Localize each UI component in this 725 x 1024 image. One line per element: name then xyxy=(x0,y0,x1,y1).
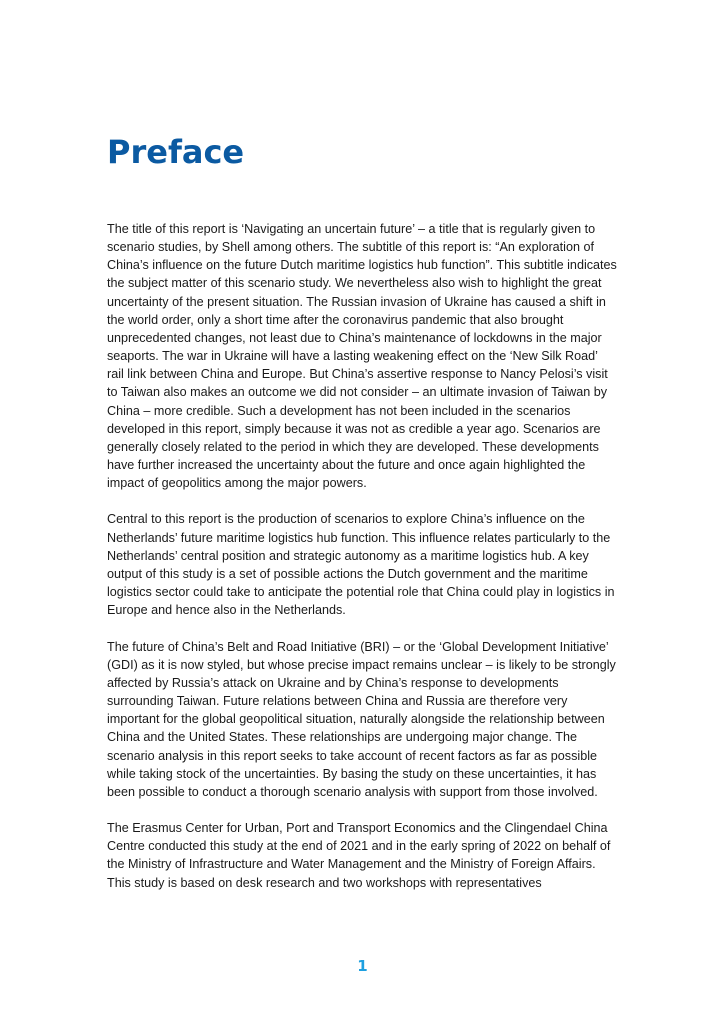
page-title: Preface xyxy=(107,133,245,171)
paragraph-2: Central to this report is the production of scenarios to explore China’s influence on the Netherlands’ future maritime logistics hub function. This influence relates particularly to the Netherlands’ central position and strategic autonomy as a maritime logistics hub. A key output of this study is a set of possible actions the Dutch government and the maritime logistics sector could take to anticipate the potential role that China could play in logistics in Europe and hence also in the Netherlands. xyxy=(107,512,615,618)
body-text xyxy=(107,220,617,892)
paragraph-3: The future of China’s Belt and Road Initiative (BRI) – or the ‘Global Development Initiative’ (GDI) as it is now styled, but whose precise impact remains unclear – is likely to be strongly affected by Russia’s attack on Ukraine and by China’s response to developments surrounding Taiwan. Future relations between China and Russia are therefore very important for the global geopolitical situation, naturally alongside the relationship between China and the United States. These relationships are undergoing major change. The scenario analysis in this report seeks to take account of recent factors as far as possible while taking stock of the uncertainties. By basing the study on these uncertainties, it has been possible to conduct a thorough scenario analysis with support from those involved. xyxy=(107,639,616,799)
paragraph-1: The title of this report is ‘Navigating an uncertain future’ – a title that is regularly given to scenario studies, by Shell among others. The subtitle of this report is: “An exploration of China’s influence on the future Dutch maritime logistics hub function”. This subtitle indicates the subject matter of this scenario study. We nevertheless also wish to highlight the great uncertainty of the present situation. The Russian invasion of Ukraine has caused a shift in the world order, only a short time after the coronavirus pandemic that also brought unprecedented changes, not least due to China’s maintenance of lockdowns in the major seaports. The war in Ukraine will have a lasting weakening effect on the ‘New Silk Road’ rail link between China and Europe. But China’s assertive response to Nancy Pelosi’s visit to Taiwan also makes an outcome we did not consider – an ultimate invasion of Taiwan by China – more credible. Such a development has not been included in the scenarios developed in this report, simply because it was not as credible a year ago. Scenarios are generally closely related to the period in which they are developed. These developments have further increased the uncertainty about the future and once again highlighted the impact of geopolitics among the major powers. xyxy=(107,222,617,491)
page-number: 1 xyxy=(357,957,368,975)
paragraph-4: The Erasmus Center for Urban, Port and Transport Economics and the Clingendael China Centre conducted this study at the end of 2021 and in the early spring of 2022 on behalf of the Ministry of Infrastructure and Water Management and the Ministry of Foreign Affairs. This study is based on desk research and two workshops with representatives xyxy=(107,821,611,890)
